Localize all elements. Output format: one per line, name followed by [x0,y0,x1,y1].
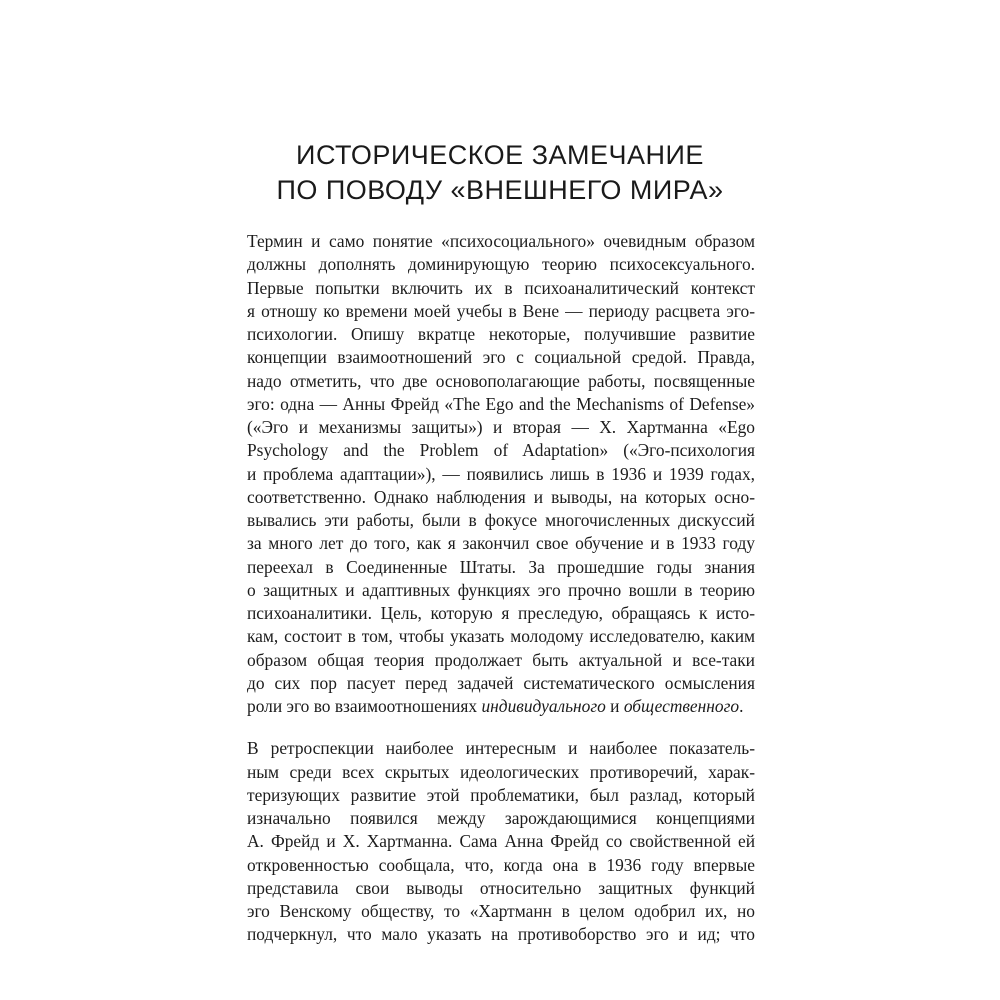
italic-term-social: общественного [623,696,740,716]
text-line: соответственно. Однако наблюдения и выводы, на которых осно- [247,486,755,507]
text-line: я отношу ко времени моей учебы в Вене — периоду расцвета эго- [247,300,755,321]
text-line-last [247,695,755,718]
heading-line-1: ИСТОРИЧЕСКОЕ ЗАМЕЧАНИЕ [296,140,704,170]
text-line: вывались эти работы, были в фокусе многочисленных дискуссий [247,510,755,530]
text-line: психоаналитики. Цель, которую я преследую, обращаясь к исто- [247,603,755,623]
text-line: кам, состоит в том, чтобы указать молодому исследователю, каким [247,626,755,647]
text-line: А. Фрейд и Х. Хартманна. Сама Анна Фрейд со свойственной ей [247,831,755,852]
text-line: эго: одна — Анны Фрейд «The Ego and the Mechanisms of Defense» [247,393,755,414]
italic-term-individual: индивидуального [481,696,606,716]
paragraph-2 [247,737,755,946]
text-line: о защитных и адаптивных функциях эго прочно вошли в теорию [247,579,755,600]
text-line: образом общая теория продолжает быть актуальной и все-таки [247,649,755,670]
paragraph-gap [247,718,755,737]
body-text [247,230,755,947]
text-line: до сих пор пасует перед задачей систематического осмысления [247,672,755,693]
last-line-suffix: . [739,696,744,716]
heading-line-2: ПО ПОВОДУ «ВНЕШНЕГО МИРА» [276,175,724,205]
text-line: переехал в Соединенные Штаты. За прошедшие годы знания [247,556,755,577]
text-line: концепции взаимоотношений эго с социальной средой. Правда, [247,347,755,368]
text-line: надо отметить, что две основополагающие работы, посвященные [247,370,755,391]
text-line: за много лет до того, как я закончил свое обучение и в 1933 году [247,533,755,554]
text-line: Первые попытки включить их в психоаналитический контекст [247,277,755,298]
text-line: Термин и само понятие «психосоциального» очевидным образом [247,231,755,251]
text-line: должны дополнять доминирующую теорию психосексуального. [247,254,755,275]
text-line: В ретроспекции наиболее интересным и наиболее показатель- [247,738,755,759]
chapter-heading [0,138,1000,208]
text-line: эго Венскому обществу, то «Хартманн в целом одобрил их, но [247,901,755,921]
last-line-prefix: роли эго во взаимоотношениях [247,696,482,716]
text-line: теризующих развитие этой проблематики, был разлад, который [247,784,755,805]
text-line: («Эго и механизмы защиты») и вторая — Х. Хартманна «Ego [247,417,755,437]
text-line: Psychology and the Problem of Adaptation» («Эго-психология [247,440,755,461]
text-line: изначально появился между зарождающимися концепциями [247,808,755,828]
last-line-mid: и [605,696,624,716]
text-line: ным среди всех скрытых идеологических противоречий, харак- [247,761,755,782]
text-line: откровенностью сообщала, что, когда она в 1936 году впервые [247,854,755,875]
text-line: представила свои выводы относительно защитных функций [247,877,755,898]
text-line: подчеркнул, что мало указать на противоборство эго и ид; что [247,924,755,945]
text-line: и проблема адаптации»), — появились лишь в 1936 и 1939 годах, [247,463,755,484]
text-line: психологии. Опишу вкратце некоторые, получившие развитие [247,324,755,344]
paragraph-1 [247,230,755,718]
